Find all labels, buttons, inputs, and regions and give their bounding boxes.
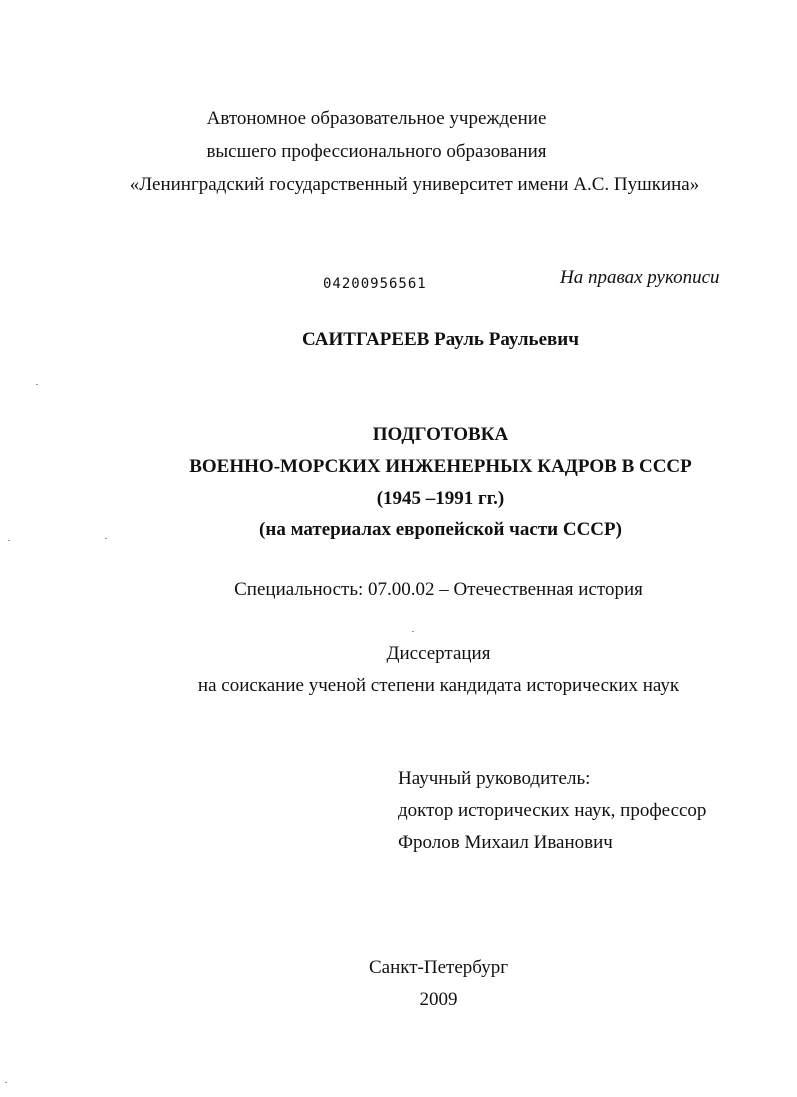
footer-year: 2009	[419, 989, 458, 1010]
footer-city: Санкт-Петербург	[368, 957, 508, 978]
supervisor-label: Научный руководитель:	[398, 768, 591, 789]
title-line-1: ПОДГОТОВКА	[372, 424, 509, 445]
author-name: САИТГАРЕЕВ Рауль Раульевич	[302, 329, 579, 350]
dissertation-purpose: на соискание ученой степени кандидата исторических наук	[197, 675, 680, 696]
supervisor-name: Фролов Михаил Иванович	[398, 832, 613, 853]
institution-line-1: Автономное образовательное учреждение	[206, 108, 547, 129]
scan-speck	[36, 384, 38, 385]
dissertation-label: Диссертация	[386, 643, 491, 664]
manuscript-rights: На правах рукописи	[560, 267, 720, 288]
scan-speck	[105, 538, 107, 539]
scan-speck	[412, 631, 414, 632]
institution-line-2: высшего профессионального образования	[206, 141, 547, 162]
institution-line-3: «Ленинградский государственный университет имени А.С. Пушкина»	[129, 174, 700, 195]
title-line-3: (1945 –1991 гг.)	[376, 488, 505, 509]
catalog-number: 04200956561	[323, 276, 427, 292]
title-line-4: (на материалах европейской части СССР)	[259, 519, 622, 540]
scan-speck	[8, 540, 10, 541]
title-line-2: ВОЕННО-МОРСКИХ ИНЖЕНЕРНЫХ КАДРОВ В СССР	[189, 456, 692, 477]
scan-speck	[5, 1082, 7, 1083]
supervisor-degree: доктор исторических наук, профессор	[398, 800, 707, 821]
specialty: Специальность: 07.00.02 – Отечественная история	[234, 579, 643, 600]
